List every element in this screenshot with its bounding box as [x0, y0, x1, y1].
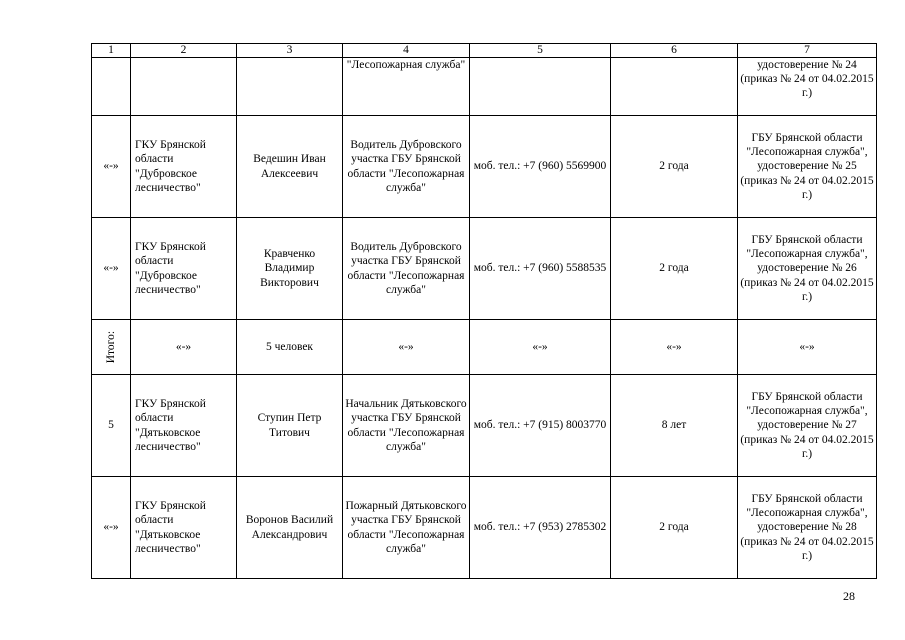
column-header: 5: [470, 44, 611, 58]
row-number-cell: «-»: [92, 477, 131, 579]
position-cell: Пожарный Дятьковского участка ГБУ Брянской области "Лесопожарная служба": [343, 477, 470, 579]
table-row: [92, 218, 877, 320]
header-row: [92, 44, 877, 58]
position-cell: Водитель Дубровского участка ГБУ Брянской области "Лесопожарная служба": [343, 218, 470, 320]
name-cell: Ступин Петр Титович: [237, 375, 343, 477]
row-number-cell: «-»: [92, 116, 131, 218]
position-cell: «-»: [343, 320, 470, 375]
experience-cell: «-»: [611, 320, 738, 375]
page-number: 28: [843, 589, 855, 603]
table-row: [92, 58, 877, 116]
phone-cell: [470, 58, 611, 116]
row-number-cell: [92, 58, 131, 116]
total-label-cell: [92, 320, 131, 375]
name-cell: Воронов Василий Александрович: [237, 477, 343, 579]
organization-cell: «-»: [131, 320, 237, 375]
certificate-cell: ГБУ Брянской области "Лесопожарная служба", удостоверение № 28 (приказ № 24 от 04.02.2015 г.): [738, 477, 877, 579]
name-cell: [237, 58, 343, 116]
organization-cell: ГКУ Брянской области "Дубровское лесничество": [131, 116, 237, 218]
name-cell: Кравченко Владимир Викторович: [237, 218, 343, 320]
certificate-cell: удостоверение № 24 (приказ № 24 от 04.02.2015 г.): [738, 58, 877, 116]
position-cell: "Лесопожарная служба": [343, 58, 470, 116]
certificate-cell: ГБУ Брянской области "Лесопожарная служба", удостоверение № 25 (приказ № 24 от 04.02.2015 г.): [738, 116, 877, 218]
phone-cell: моб. тел.: +7 (960) 5569900: [470, 116, 611, 218]
column-header: 7: [738, 44, 877, 58]
experience-cell: 2 года: [611, 116, 738, 218]
certificate-cell: ГБУ Брянской области "Лесопожарная служба", удостоверение № 27 (приказ № 24 от 04.02.2015 г.): [738, 375, 877, 477]
column-header: 3: [237, 44, 343, 58]
certificate-cell: «-»: [738, 320, 877, 375]
total-label: Итого:: [104, 330, 117, 364]
name-cell: Ведешин Иван Алексеевич: [237, 116, 343, 218]
total-row: [92, 320, 877, 375]
phone-cell: моб. тел.: +7 (953) 2785302: [470, 477, 611, 579]
column-header: 4: [343, 44, 470, 58]
organization-cell: [131, 58, 237, 116]
phone-cell: моб. тел.: +7 (915) 8003770: [470, 375, 611, 477]
table-row: [92, 116, 877, 218]
certificate-cell: ГБУ Брянской области "Лесопожарная служба", удостоверение № 26 (приказ № 24 от 04.02.2015 г.): [738, 218, 877, 320]
organization-cell: ГКУ Брянской области "Дятьковское лесничество": [131, 477, 237, 579]
position-cell: Водитель Дубровского участка ГБУ Брянской области "Лесопожарная служба": [343, 116, 470, 218]
total-count-cell: 5 человек: [237, 320, 343, 375]
experience-cell: 2 года: [611, 477, 738, 579]
experience-cell: [611, 58, 738, 116]
experience-cell: 2 года: [611, 218, 738, 320]
phone-cell: моб. тел.: +7 (960) 5588535: [470, 218, 611, 320]
personnel-table: [91, 43, 877, 579]
column-header: 6: [611, 44, 738, 58]
phone-cell: «-»: [470, 320, 611, 375]
column-header: 2: [131, 44, 237, 58]
organization-cell: ГКУ Брянской области "Дубровское лесничество": [131, 218, 237, 320]
experience-cell: 8 лет: [611, 375, 738, 477]
row-number-cell: 5: [92, 375, 131, 477]
row-number-cell: «-»: [92, 218, 131, 320]
position-cell: Начальник Дятьковского участка ГБУ Брянской области "Лесопожарная служба": [343, 375, 470, 477]
table-row: [92, 375, 877, 477]
organization-cell: ГКУ Брянской области "Дятьковское лесничество": [131, 375, 237, 477]
table-row: [92, 477, 877, 579]
column-header: 1: [92, 44, 131, 58]
